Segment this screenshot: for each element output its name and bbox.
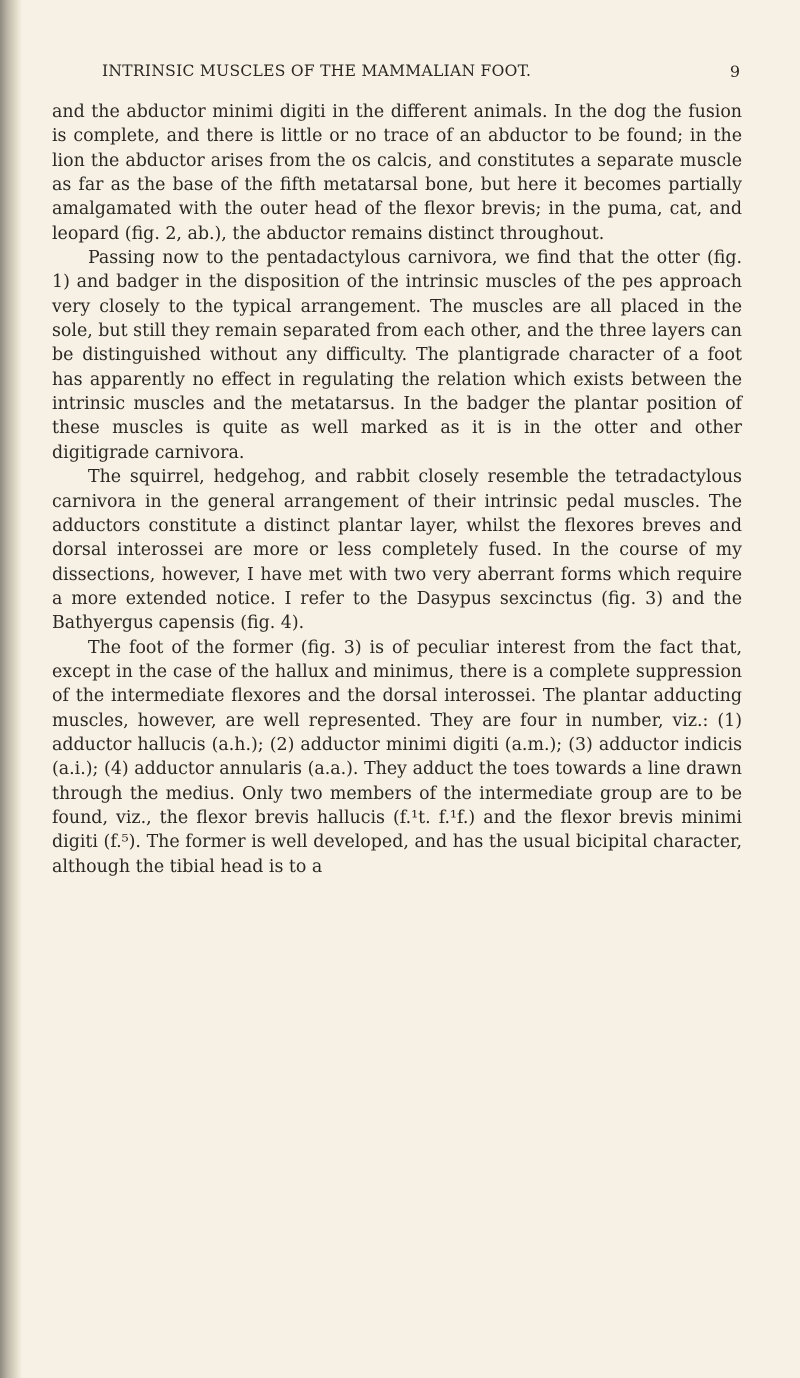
paragraph-1: and the abductor minimi digiti in the different animals. In the dog the fusion is complete, and there is little or no trace of an abductor to be found; in the lion the abductor arises from the os calcis, and constitutes a separate muscle as far as the base of the fifth metatarsal bone, but here it becomes partially amalgamated with the outer head of the flexor brevis; in the puma, cat, and leopard (fig. 2, ab.), the abductor remains distinct throughout. xyxy=(52,102,742,244)
paragraph-3: The squirrel, hedgehog, and rabbit closely resemble the tetradactylous carnivora in the general arrangement of their intrinsic pedal muscles. The adductors constitute a distinct plantar layer, whilst the flexores breves and dorsal interossei are more or less completely fused. In the course of my dissections, however, I have met with two very aberrant forms which require a more extended notice. I refer to the Dasypus sexcinctus (fig. 3) and the Bathyergus capensis (fig. 4). xyxy=(52,467,742,634)
running-title: INTRINSIC MUSCLES OF THE MAMMALIAN FOOT. xyxy=(102,62,532,80)
book-spine-shadow xyxy=(0,0,22,1378)
body-text xyxy=(52,100,742,879)
page xyxy=(52,62,742,879)
paragraph-2: Passing now to the pentadactylous carnivora, we find that the otter (fig. 1) and badger in the disposition of the intrinsic muscles of the pes approach very closely to the typical arrangement. The muscles are all placed in the sole, but still they remain separated from each other, and the three layers can be distinguished without any difficulty. The plantigrade character of a foot has apparently no effect in regulating the relation which exists between the intrinsic muscles and the metatarsus. In the badger the plantar position of these muscles is quite as well marked as it is in the otter and other digitigrade carnivora. xyxy=(52,248,742,463)
page-number: 9 xyxy=(729,62,740,81)
paragraph-4: The foot of the former (fig. 3) is of peculiar interest from the fact that, except in the case of the hallux and minimus, there is a complete suppression of the intermediate flexores and the dorsal interossei. The plantar adducting muscles, however, are well represented. They are four in number, viz.: (1) adductor hallucis (a.h.); (2) adductor minimi digiti (a.m.); (3) adductor indicis (a.i.); (4) adductor annularis (a.a.). They adduct the toes towards a line drawn through the medius. Only two members of the intermediate group are to be found, viz., the flexor brevis hallucis (f.¹t. f.¹f.) and the flexor brevis minimi digiti (f.⁵). The former is well developed, and has the usual bicipital character, although the tibial head is to a xyxy=(52,637,742,877)
running-head xyxy=(52,62,742,88)
